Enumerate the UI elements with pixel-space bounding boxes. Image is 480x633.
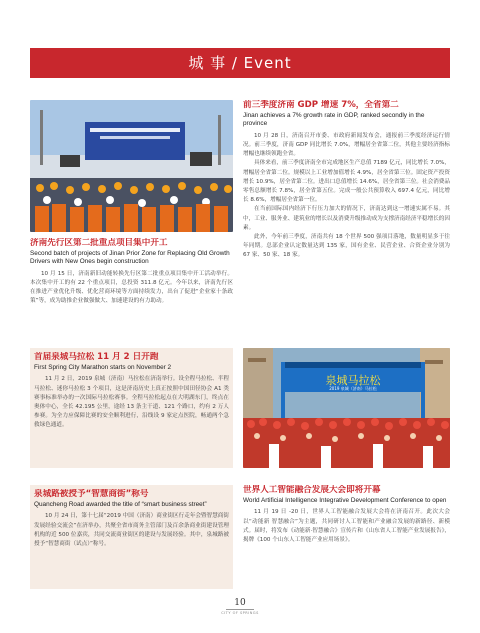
article-ai-conference: [243, 485, 450, 545]
gdp-paragraph-1: 10 月 28 日，济南召开市委、市政府新闻发布会，通报前三季度经济运行情况。前三季度，济南 GDP 同比增长 7.0%，增幅居全省第二位，其他主要经济指标增幅也继续领跑全省。: [243, 132, 450, 158]
article-gdp: [243, 100, 450, 261]
footer-note: CITY OF SPRINGS: [221, 611, 259, 615]
section-header: [30, 48, 450, 78]
page-number: 10: [234, 598, 246, 608]
page-divider: [226, 609, 254, 610]
gdp-paragraph-2: 具体来看，前三季度济南全市完成地区生产总值 7189 亿元，同比增长 7.0%，增幅居全省第二位。规模以上工业增加值增长 4.9%，居全省第三位。固定资产投资增长 10.9%，居全省第二位。进出口总值增长 14.6%，居全省第三位。社会消费品零售总额增长 7.8%，居全省第五位。完成一般公共预算收入 697.4 亿元，同比增长 8.6%，增幅居全省第一位。: [243, 160, 451, 204]
article-marathon: [30, 348, 233, 468]
ceremony-photo: [30, 100, 233, 232]
innovation-park-paragraph: 10 月 15 日，济南新旧动能转换先行区第二批重点项目集中开工活动举行。本次集中开工的有 22 个重点项目，总投资 311.8 亿元。今年以来，济南先行区在推进产业优化升级、优化营商环境等方面持续发力，出台了促进“企业家十条政策”等，成为助推企业做强做大、加速建设的有力助动。: [30, 270, 233, 305]
marathon-banner-subtext: 2019 泉城（济南）马拉松: [329, 386, 377, 391]
article-smart-district: [30, 485, 233, 589]
marathon-paragraph: 11 月 2 日，2019 泉城（济南）马拉松在济南举行。设全程马拉松、半程马拉松、迷你马拉松 3 个项目，这是济南历史上真正按照中国田径协会 A1 类赛事标准举办的一次国际马拉松赛事。全程马拉松起点在大明湖东门，终点在奥体中心，全长 42.195 公里，途经 13 条主干道、121 个路口，约有 2 万人参赛。为全力应保障比赛的安全顺利进行，沿线设 9 家定点医院，畅通两个急救绿色通道。: [34, 376, 229, 429]
marathon-banner-text: 泉城马拉松: [325, 374, 381, 387]
smart-district-paragraph: 10 月 24 日，第十七届“2019 中国（济南）商业街区行走年会暨智慧商街发展经验交流会”在济举办，共聚全省市商务主管部门及百余条商业街建设管理机构的近 500 位嘉宾，共同交流商业街区的建设与发展经验。其中，泉城路被授予“智慧商街（试点）”称号。: [34, 513, 229, 548]
gdp-title-en: Jinan achieves a 7% growth rate in GDP, ranked secondly in the province: [243, 112, 425, 128]
gdp-paragraph-3: 在当前国际国内经济下行压力加大的情况下，济南达到这一增速实属不易。其中，工业、服务业、建筑业的增长以及消费升级推动成为支撑济南经济平稳增长的因素。: [243, 206, 450, 231]
article-innovation-park: [30, 100, 233, 307]
innovation-park-title-en: Second batch of projects of Jinan Prior Zone for Replacing Old Growth Drivers with New Ones begin construction: [30, 250, 230, 266]
smart-district-title-en: Quancheng Road awarded the title of “smart business street”: [34, 501, 207, 508]
marathon-title-cn: 首届泉城马拉松 11 月 2 日开跑: [34, 352, 159, 362]
ai-conference-title-en: World Artificial Intelligence Integrative Development Conference to open: [243, 497, 447, 504]
marathon-photo: [243, 348, 450, 468]
gdp-paragraph-4: 此外，今年前三季度，济南共有 18 个世界 500 强项目落地，数量明显多于往年同期。总部企业认定数量达到 135 家，国有企业、民营企业、合资企业分别为 67 家、50 家、18 家。: [243, 234, 450, 259]
ceremony-photo-illustration: [30, 100, 233, 232]
marathon-photo-illustration: [243, 348, 450, 468]
ai-conference-paragraph: 11 月 19 日 -20 日，世界人工智能融合发展大会将在济南召开。此次大会以“动能新 智慧融合”为主题，共同研讨人工智能和产业融合发展的新路径、新模式。届时，将发布《动能新·智慧融合》宣传片和《山东省人工智能产业发展报告》，揭牌《100 个山东人工智能产业应用场景》。: [243, 509, 450, 544]
ai-conference-title-cn: 世界人工智能融合发展大会即将开幕: [243, 485, 381, 495]
section-title: 城 事 / Event: [188, 54, 292, 72]
marathon-title-en: First Spring City Marathon starts on November 2: [34, 364, 172, 371]
gdp-title-cn: 前三季度济南 GDP 增速 7%，全省第二: [243, 100, 399, 110]
smart-district-title-cn: 泉城路被授予“智慧商街”称号: [34, 489, 149, 499]
innovation-park-title-cn: 济南先行区第二批重点项目集中开工: [30, 238, 168, 248]
